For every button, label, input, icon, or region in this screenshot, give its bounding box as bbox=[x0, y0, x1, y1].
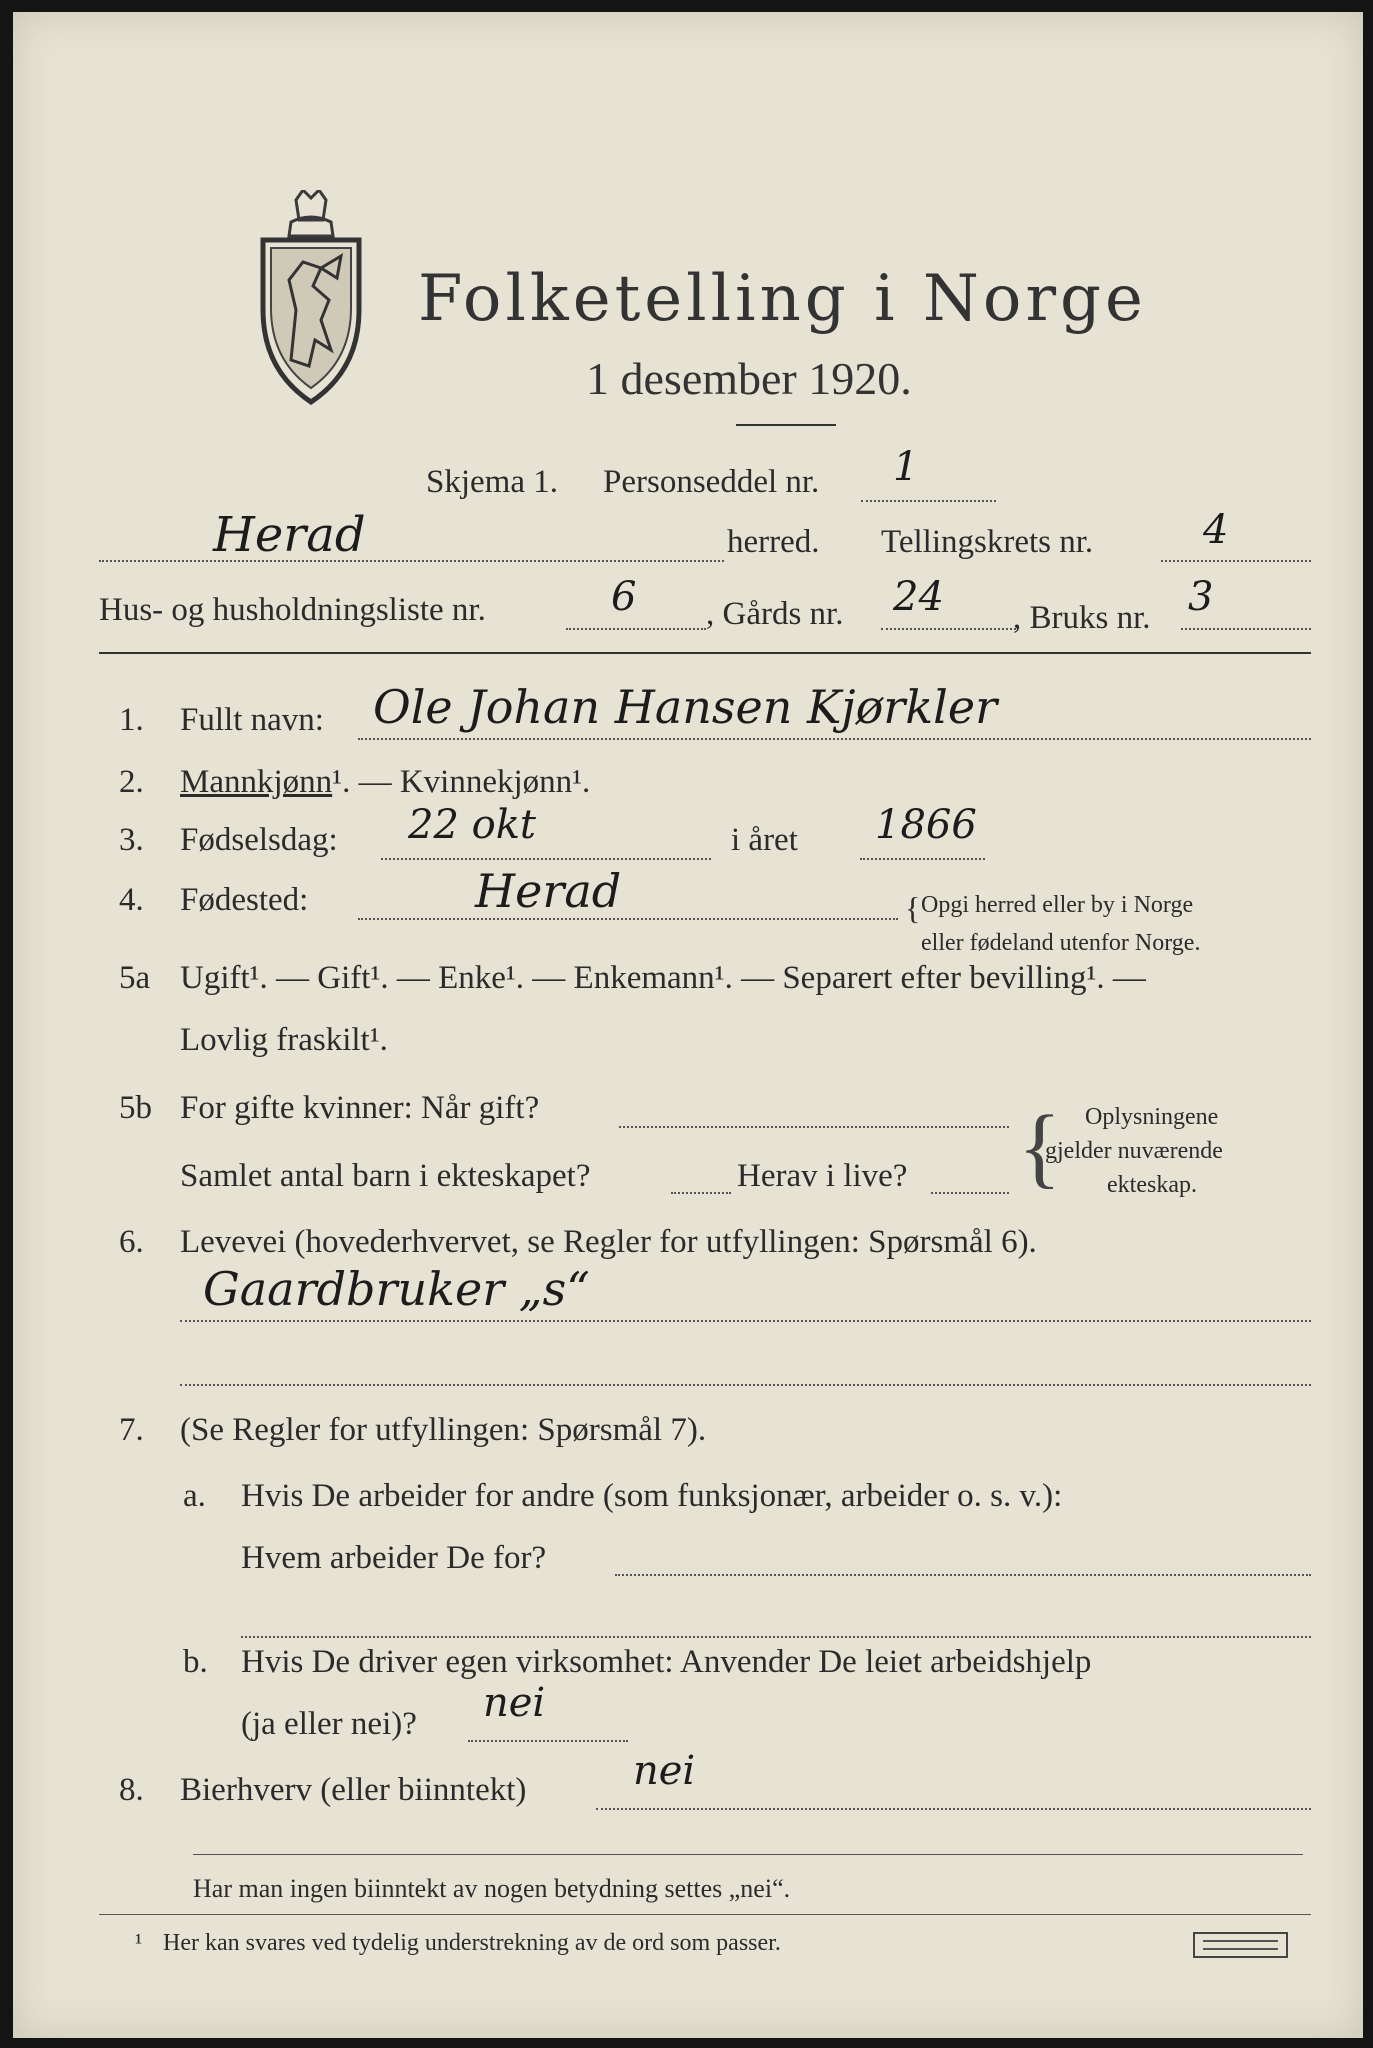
marital-status-options[interactable]: Ugift¹. — Gift¹. — Enke¹. — Enkemann¹. — Separert efter bevilling¹. — bbox=[180, 960, 1146, 996]
q4-number: 4. bbox=[119, 882, 144, 918]
coat-of-arms-icon bbox=[251, 190, 371, 410]
q8-line bbox=[596, 1808, 1311, 1810]
q1-line bbox=[358, 738, 1311, 740]
female-option[interactable]: Kvinnekjønn bbox=[399, 764, 573, 800]
herred-label: herred. bbox=[727, 524, 820, 560]
q6-line1 bbox=[180, 1320, 1311, 1322]
q1-number: 1. bbox=[119, 702, 144, 738]
footnote: Her kan svares ved tydelig understrekning av de ord som passer. bbox=[163, 1930, 781, 1956]
q7a-line2: Hvem arbeider De for? bbox=[241, 1540, 547, 1576]
husholdning-label: Hus- og husholdningsliste nr. bbox=[99, 592, 486, 628]
q7a-answer-line1[interactable] bbox=[615, 1574, 1311, 1576]
male-option[interactable]: Mannkjønn bbox=[180, 764, 333, 800]
q5a-number: 5a bbox=[119, 960, 151, 996]
footnote-divider bbox=[99, 1914, 1311, 1915]
q3-label: Fødselsdag: bbox=[180, 822, 338, 858]
census-date: 1 desember 1920. bbox=[586, 353, 912, 404]
q7a-line1: Hvis De arbeider for andre (som funksjonær, arbeider o. s. v.): bbox=[241, 1478, 1063, 1514]
q7b-answer-line bbox=[468, 1740, 628, 1742]
q6-label: Levevei (hovederhvervet, se Regler for utfyllingen: Spørsmål 6). bbox=[180, 1224, 1037, 1260]
schema-label: Skjema 1. bbox=[426, 464, 558, 500]
gards-line bbox=[881, 628, 1016, 630]
q4-note-line1: Opgi herred eller by i Norge bbox=[921, 892, 1194, 918]
q1-label: Fullt navn: bbox=[180, 702, 324, 738]
q5b-married-label: For gifte kvinner: Når gift? bbox=[180, 1090, 540, 1126]
q8-number: 8. bbox=[119, 1772, 144, 1808]
full-name-value[interactable]: Ole Johan Hansen Kjørkler bbox=[373, 680, 998, 734]
gards-value[interactable]: 24 bbox=[893, 574, 944, 620]
birth-year-value[interactable]: 1866 bbox=[875, 802, 977, 848]
q5b-married-line bbox=[619, 1126, 1009, 1128]
title-divider bbox=[736, 424, 836, 426]
herred-value[interactable]: Herad bbox=[213, 507, 366, 563]
q7a-answer-line2[interactable] bbox=[241, 1636, 1311, 1638]
husholdning-line bbox=[566, 628, 706, 630]
q5b-alive-label: Herav i live? bbox=[737, 1158, 908, 1194]
q7b-line2: (ja eller nei)? bbox=[241, 1706, 417, 1742]
q2-number: 2. bbox=[119, 764, 144, 800]
gender-options: Mannkjønn¹. — Kvinnekjønn¹. bbox=[180, 764, 591, 800]
year-line bbox=[860, 858, 985, 860]
year-label: i året bbox=[731, 822, 798, 858]
census-form: Folketelling i Norge 1 desember 1920. Skjema 1. Personseddel nr. 1 Herad herred. Tellingskrets nr. 4 Hus- og husholdningsliste nr. 6 , Gårds nr. 24 , Bruks nr. 3 1. Fullt navn: Ole Johan Hansen Kjørkler 2. Mannkjønn¹. — Kvinnekjønn¹. 3. Fødselsdag: 22 okt i året 1866 4. Fødested: Herad { Opgi herred eller by i Norge eller fødeland utenfor Norge. 5a Ugift¹. — Gift¹. — Enke¹. — Enkemann¹. — Separert efter bevilling¹. — Lovlig fraskilt¹. 5b For gifte kvinner: Når gift? Samlet antal barn i ekteskapet? Herav i live? { Oplysningene gjelder nuværende ekteskap. 6. Levevei (hovederhvervet, se Regler for utfyllingen: Spørsmål 6). Gaardbruker „s“ 7. (Se Regler for utfyllingen: Spørsmål 7). a. Hvis De arbeider for andre (som funksjonær, arbeider o. s. v.): Hvem arbeider De for? b. Hvis De driver egen virksomhet: Anvender De leiet arbeidshjelp (ja eller nei)? nei 8. Bierhverv (eller biinntekt) nei Har man ingen biinntekt av nogen betydning settes „nei“. ¹ Her kan svares ved tydelig understrekning av de ord som passer. bbox=[13, 12, 1363, 2038]
gards-label: , Gårds nr. bbox=[706, 596, 844, 632]
herred-line bbox=[99, 560, 724, 562]
q7b-line1: Hvis De driver egen virksomhet: Anvender De leiet arbeidshjelp bbox=[241, 1644, 1092, 1680]
footer-note: Har man ingen biinntekt av nogen betydning settes „nei“. bbox=[193, 1874, 791, 1903]
footer-divider bbox=[193, 1854, 1303, 1855]
q5b-children-line bbox=[671, 1192, 731, 1194]
q4-line bbox=[358, 918, 898, 920]
bruks-value[interactable]: 3 bbox=[1188, 574, 1214, 620]
q4-note-line2: eller fødeland utenfor Norge. bbox=[921, 930, 1201, 956]
personseddel-line bbox=[861, 500, 996, 502]
employer-help-value[interactable]: nei bbox=[483, 1680, 546, 1726]
q5b-note-line3: ekteskap. bbox=[1107, 1172, 1197, 1198]
q6-number: 6. bbox=[119, 1224, 144, 1260]
tellingskrets-label: Tellingskrets nr. bbox=[881, 524, 1094, 560]
q5b-note-line2: gjelder nuværende bbox=[1045, 1138, 1223, 1164]
personseddel-label: Personseddel nr. bbox=[603, 464, 820, 500]
q5b-children-label: Samlet antal barn i ekteskapet? bbox=[180, 1158, 591, 1194]
tellingskrets-line bbox=[1161, 560, 1311, 562]
occupation-value[interactable]: Gaardbruker „s“ bbox=[203, 1262, 590, 1316]
bruks-line bbox=[1181, 628, 1311, 630]
husholdning-value[interactable]: 6 bbox=[611, 574, 637, 620]
birthday-value[interactable]: 22 okt bbox=[408, 802, 537, 848]
q6-line2 bbox=[180, 1384, 1311, 1386]
q7b-letter: b. bbox=[183, 1644, 208, 1680]
printer-stamp-icon bbox=[1193, 1932, 1288, 1958]
q4-label: Fødested: bbox=[180, 882, 309, 918]
q7a-letter: a. bbox=[183, 1478, 206, 1514]
birthplace-value[interactable]: Herad bbox=[475, 864, 622, 918]
q5b-number: 5b bbox=[119, 1090, 152, 1126]
q5b-alive-line bbox=[931, 1192, 1009, 1194]
form-title: Folketelling i Norge bbox=[418, 262, 1147, 336]
bruks-label: , Bruks nr. bbox=[1013, 600, 1151, 636]
footnote-mark: ¹ bbox=[135, 1930, 143, 1956]
q8-label: Bierhverv (eller biinntekt) bbox=[180, 1772, 527, 1808]
marital-status-options-2[interactable]: Lovlig fraskilt¹. bbox=[180, 1022, 388, 1058]
q7-number: 7. bbox=[119, 1412, 144, 1448]
side-income-value[interactable]: nei bbox=[633, 1748, 696, 1794]
header-divider bbox=[99, 652, 1311, 654]
q5b-note-line1: Oplysningene bbox=[1085, 1104, 1219, 1130]
tellingskrets-value[interactable]: 4 bbox=[1203, 507, 1229, 553]
q3-line bbox=[381, 858, 711, 860]
q7-label: (Se Regler for utfyllingen: Spørsmål 7). bbox=[180, 1412, 707, 1448]
q3-number: 3. bbox=[119, 822, 144, 858]
personseddel-value[interactable]: 1 bbox=[893, 444, 919, 490]
